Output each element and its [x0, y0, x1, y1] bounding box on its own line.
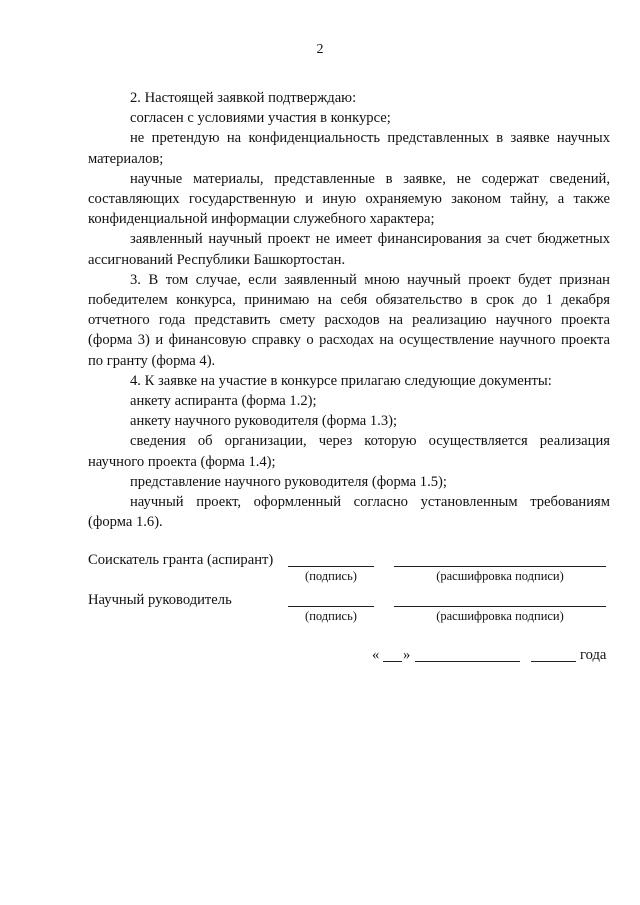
- date-month-line: [415, 661, 520, 662]
- date-day-line: [383, 661, 402, 662]
- list-item-form-1-3: анкету научного руководителя (форма 1.3);: [130, 413, 398, 430]
- list-item-form-1-6: научный проект, оформленный согласно установленным требованиям (форма 1.6).: [88, 494, 610, 531]
- list-item-form-1-4: сведения об организации, через которую осуществляется реализация научного проекта (форма 1.4);: [88, 433, 610, 470]
- document-body: [88, 88, 610, 532]
- page-number: 2: [316, 42, 324, 57]
- paragraph-obligation: 3. В том случае, если заявленный мною научный проект будет признан победителем конкурса, принимаю на себя обязательство в срок до 1 декабря отчетного года представить смету расходов на реализацию научного проекта (форма 3) и финансовую справку о расходах на осуществление научного проекта по гранту (форма 4).: [88, 271, 610, 369]
- date-close-quote: »: [403, 647, 411, 663]
- applicant-label: Соискатель гранта (аспирант): [88, 552, 274, 568]
- supervisor-decoding-caption: (расшифровка подписи): [436, 609, 564, 623]
- supervisor-decoding-line: [394, 606, 606, 607]
- applicant-decoding-line: [394, 566, 606, 567]
- paragraph-attachments-heading: 4. К заявке на участие в конкурсе прилагаю следующие документы:: [130, 372, 552, 389]
- date-year-word: года: [580, 647, 607, 663]
- list-item-form-1-5: представление научного руководителя (форма 1.5);: [130, 473, 447, 490]
- paragraph-agree-conditions: согласен с условиями участия в конкурсе;: [130, 110, 391, 127]
- applicant-signature-line: [288, 566, 374, 567]
- supervisor-signature-line: [288, 606, 374, 607]
- list-item-form-1-2: анкету аспиранта (форма 1.2);: [130, 393, 317, 410]
- supervisor-label: Научный руководитель: [88, 592, 232, 608]
- date-year-line: [531, 661, 576, 662]
- date-open-quote: «: [372, 647, 380, 663]
- supervisor-signature-caption: (подпись): [305, 609, 357, 623]
- applicant-decoding-caption: (расшифровка подписи): [436, 569, 564, 583]
- paragraph-confirm-heading: 2. Настоящей заявкой подтверждаю:: [130, 90, 357, 106]
- paragraph-no-funding: заявленный научный проект не имеет финансирования за счет бюджетных ассигнований Республики Башкортостан.: [88, 231, 610, 268]
- paragraph-no-secrets: научные материалы, представленные в заявке, не содержат сведений, составляющих государственную и иную охраняемую законом тайну, а также конфиденциальной информации служебного характера;: [88, 170, 610, 228]
- paragraph-no-confidentiality: не претендую на конфиденциальность представленных в заявке научных материалов;: [88, 130, 610, 167]
- applicant-signature-caption: (подпись): [305, 569, 357, 583]
